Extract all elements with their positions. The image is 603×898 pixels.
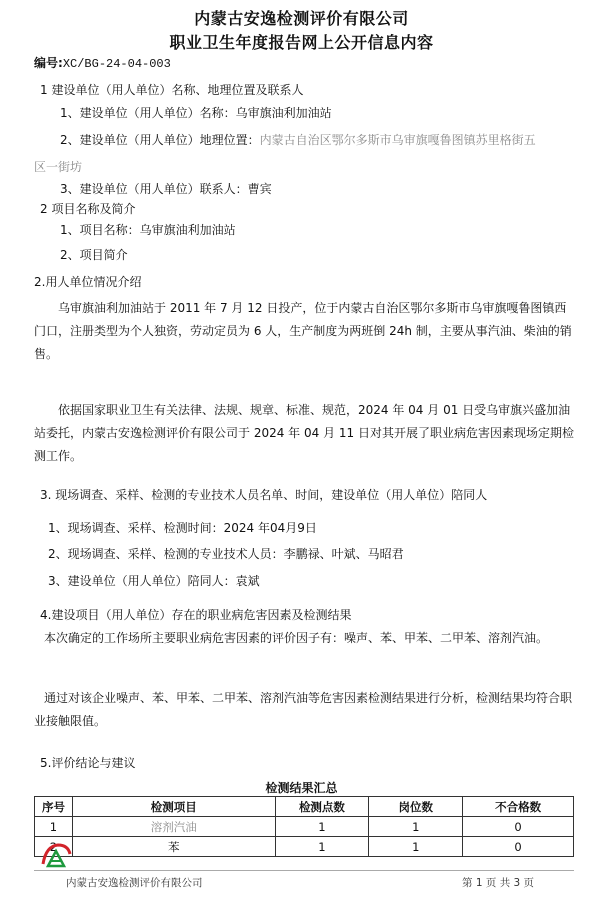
- table-row: [35, 817, 574, 837]
- table-row: [35, 837, 574, 857]
- col-header-index: 序号: [35, 797, 73, 817]
- doc-code: [34, 54, 171, 71]
- cell-points: 1: [275, 817, 369, 837]
- section1-address-label: 2、建设单位（用人单位）地理位置：: [60, 133, 260, 147]
- footer-divider: [34, 870, 574, 871]
- section2-item1: 1、项目名称：乌审旗油利加油站: [60, 223, 236, 237]
- col-header-failed: 不合格数: [463, 797, 574, 817]
- section1-address-cont: 区一街坊: [34, 160, 83, 174]
- section1-contact: 3、建设单位（用人单位）联系人：曹宾: [60, 182, 272, 196]
- cell-points: 1: [275, 837, 369, 857]
- col-header-item: 检测项目: [72, 797, 275, 817]
- cell-index: 2: [35, 837, 73, 857]
- table-title: 检测结果汇总: [265, 781, 338, 795]
- cell-failed: 0: [463, 837, 574, 857]
- section3-heading: 2.用人单位情况介绍: [34, 275, 142, 289]
- cell-item: 溶剂汽油: [72, 817, 275, 837]
- section4-item3: 3、建设单位（用人单位）陪同人：袁斌: [48, 574, 260, 588]
- section1-name: 1、建设单位（用人单位）名称：乌审旗油利加油站: [60, 106, 332, 120]
- section1-heading: 1 建设单位（用人单位）名称、地理位置及联系人: [40, 83, 304, 97]
- section2-heading: 2 项目名称及简介: [40, 202, 136, 216]
- doc-code-value: XC/BG-24-04-003: [62, 57, 171, 71]
- section4-item2: 2、现场调查、采样、检测的专业技术人员：李鹏禄、叶斌、马昭君: [48, 547, 404, 561]
- cell-item: 苯: [72, 837, 275, 857]
- section5-para1: 本次确定的工作场所主要职业病危害因素的评价因子有：噪声、苯、甲苯、二甲苯、溶剂汽油。: [44, 631, 549, 645]
- section2-item2: 2、项目简介: [60, 248, 128, 262]
- results-table: [34, 796, 574, 857]
- footer-page-number: 第 1 页 共 3 页: [462, 877, 535, 889]
- section4-item1: 1、现场调查、采样、检测时间：2024 年04月9日: [48, 521, 317, 535]
- section4-heading: 3. 现场调查、采样、检测的专业技术人员名单、时间，建设单位（用人单位）陪同人: [40, 488, 488, 502]
- section3-para1: 乌审旗油利加油站于 2011 年 7 月 12 日投产，位于内蒙古自治区鄂尔多斯市乌审旗嘎鲁图镇西门口，注册类型为个人独资，劳动定员为 6 人，生产制度为两班倒 24h 制，主要从事汽油、柴油的销售。: [34, 301, 572, 361]
- cell-failed: 0: [463, 817, 574, 837]
- section3-para2: 依据国家职业卫生有关法律、法规、规章、标准、规范，2024 年 04 月 01 日受乌审旗兴盛加油站委托，内蒙古安逸检测评价有限公司于 2024 年 04 月 11 日对其开展了职业病危害因素现场定期检测工作。: [34, 403, 574, 463]
- section5-para2: 通过对该企业噪声、苯、甲苯、二甲苯、溶剂汽油等危害因素检测结果进行分析，检测结果均符合职业接触限值。: [34, 691, 573, 728]
- section1-address-value: 内蒙古自治区鄂尔多斯市乌审旗嘎鲁图镇苏里格街五: [259, 133, 536, 147]
- cell-index: 1: [35, 817, 73, 837]
- section1-address: [60, 131, 536, 148]
- logo-green-mark: [48, 851, 64, 866]
- col-header-points: 检测点数: [275, 797, 369, 817]
- section5-heading: 4.建设项目（用人单位）存在的职业病危害因素及检测结果: [40, 608, 352, 622]
- section6-heading: 5.评价结论与建议: [40, 756, 136, 770]
- cell-posts: 1: [369, 837, 463, 857]
- title-line-1: 内蒙古安逸检测评价有限公司: [194, 9, 409, 28]
- doc-code-label: 编号:: [34, 56, 63, 70]
- table-header-row: [35, 797, 574, 817]
- footer-company: 内蒙古安逸检测评价有限公司: [66, 877, 203, 889]
- col-header-posts: 岗位数: [369, 797, 463, 817]
- cell-posts: 1: [369, 817, 463, 837]
- title-line-2: 职业卫生年度报告网上公开信息内容: [169, 33, 434, 52]
- company-logo-icon: [40, 842, 72, 870]
